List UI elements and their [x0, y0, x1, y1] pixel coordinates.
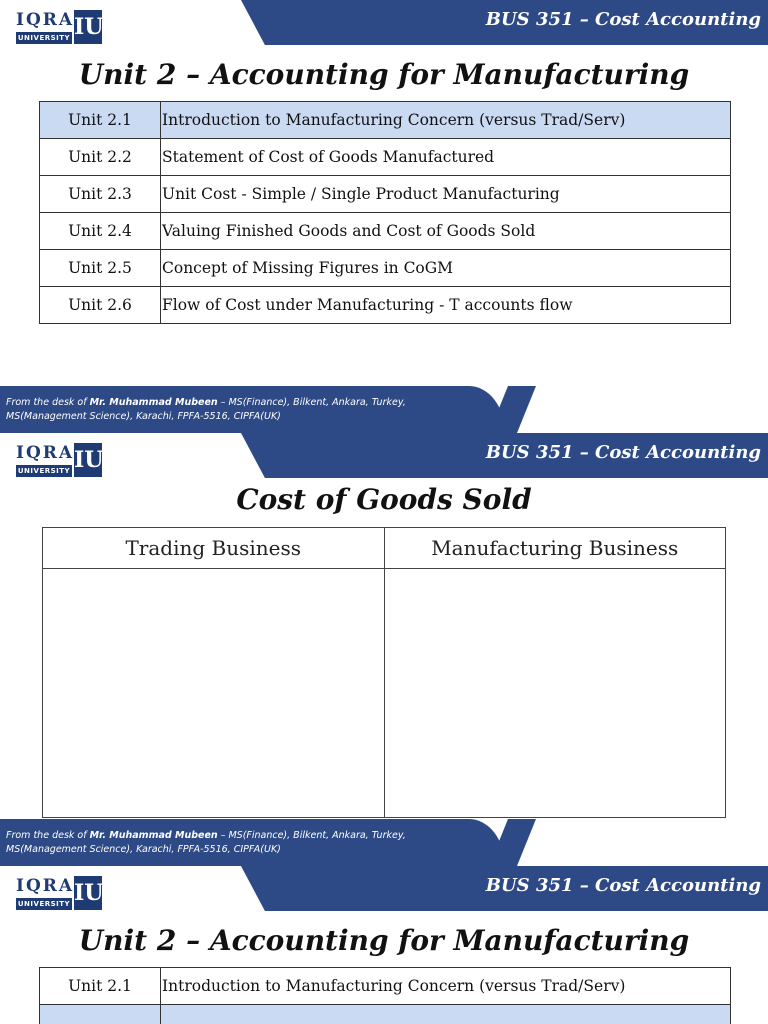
- unit-desc: Statement of Cost of Goods Manufactured: [161, 139, 731, 176]
- logo-word: IQRA: [16, 10, 75, 30]
- unit-code: Unit 2.2: [40, 139, 161, 176]
- table-row: [40, 287, 731, 324]
- unit-code: Unit 2.1: [40, 968, 161, 1005]
- unit-desc: Introduction to Manufacturing Concern (versus Trad/Serv): [161, 968, 731, 1005]
- unit-desc: Valuing Finished Goods and Cost of Goods Sold: [161, 213, 731, 250]
- table-row: [40, 213, 731, 250]
- logo-mark: IU: [74, 10, 102, 44]
- table-row: [40, 102, 731, 139]
- iqra-university-logo: [16, 876, 102, 912]
- iqra-university-logo: [16, 10, 102, 46]
- unit-desc: Concept of Missing Figures in CoGM: [161, 250, 731, 287]
- manufacturing-business-header: Manufacturing Business: [384, 528, 726, 569]
- units-table: [39, 101, 731, 324]
- logo-mark: IU: [74, 443, 102, 477]
- iqra-university-logo: [16, 443, 102, 479]
- header-band: [255, 433, 768, 478]
- unit-code: Unit 2.5: [40, 250, 161, 287]
- units-table: [39, 967, 731, 1024]
- table-row: [40, 139, 731, 176]
- table-row: [40, 176, 731, 213]
- logo-sub: UNIVERSITY: [17, 900, 71, 908]
- unit-code: Unit 2.1: [40, 102, 161, 139]
- footer-author: Mr. Muhammad Mubeen: [89, 830, 218, 841]
- trading-business-cell: [43, 569, 385, 818]
- logo-word: IQRA: [16, 876, 75, 896]
- footer-line2: MS(Management Science), Karachi, FPFA-5516, CIPFA(UK): [6, 844, 281, 855]
- table-row: [43, 569, 726, 818]
- unit-code: Unit 2.6: [40, 287, 161, 324]
- table-row: [40, 250, 731, 287]
- logo-word: IQRA: [16, 443, 75, 463]
- course-title: BUS 351 – Cost Accounting: [485, 442, 761, 463]
- logo-sub: UNIVERSITY: [17, 34, 71, 42]
- slide-title: Unit 2 – Accounting for Manufacturing: [78, 58, 690, 91]
- table-row: [40, 968, 731, 1005]
- unit-code: [40, 1005, 161, 1024]
- footer-line1: – MS(Finance), Bilkent, Ankara, Turkey,: [217, 830, 406, 841]
- footer-line1: – MS(Finance), Bilkent, Ankara, Turkey,: [217, 397, 406, 408]
- table-header-row: [43, 528, 726, 569]
- unit-desc: Introduction to Manufacturing Concern (versus Trad/Serv): [161, 102, 731, 139]
- slide-title: Unit 2 – Accounting for Manufacturing: [78, 924, 690, 957]
- slide-3: [0, 866, 768, 1024]
- footer-credit: [6, 396, 476, 424]
- header-band: [255, 0, 768, 45]
- slide-2: [0, 433, 768, 866]
- unit-desc: Unit Cost - Simple / Single Product Manufacturing: [161, 176, 731, 213]
- footer-author: Mr. Muhammad Mubeen: [89, 397, 218, 408]
- trading-business-header: Trading Business: [43, 528, 385, 569]
- unit-desc: [161, 1005, 731, 1024]
- unit-code: Unit 2.3: [40, 176, 161, 213]
- cogs-comparison-table: [42, 527, 726, 818]
- table-row: [40, 1005, 731, 1024]
- logo-mark: IU: [74, 876, 102, 910]
- slide-1: [0, 0, 768, 433]
- footer-prefix: From the desk of: [6, 830, 90, 841]
- unit-code: Unit 2.4: [40, 213, 161, 250]
- footer-prefix: From the desk of: [6, 397, 90, 408]
- unit-desc: Flow of Cost under Manufacturing - T accounts flow: [161, 287, 731, 324]
- slide-title: Cost of Goods Sold: [236, 483, 532, 516]
- header-band: [255, 866, 768, 911]
- course-title: BUS 351 – Cost Accounting: [485, 875, 761, 896]
- footer-credit: [6, 829, 476, 857]
- manufacturing-business-cell: [384, 569, 726, 818]
- footer-line2: MS(Management Science), Karachi, FPFA-5516, CIPFA(UK): [6, 411, 281, 422]
- course-title: BUS 351 – Cost Accounting: [485, 9, 761, 30]
- logo-sub: UNIVERSITY: [17, 467, 71, 475]
